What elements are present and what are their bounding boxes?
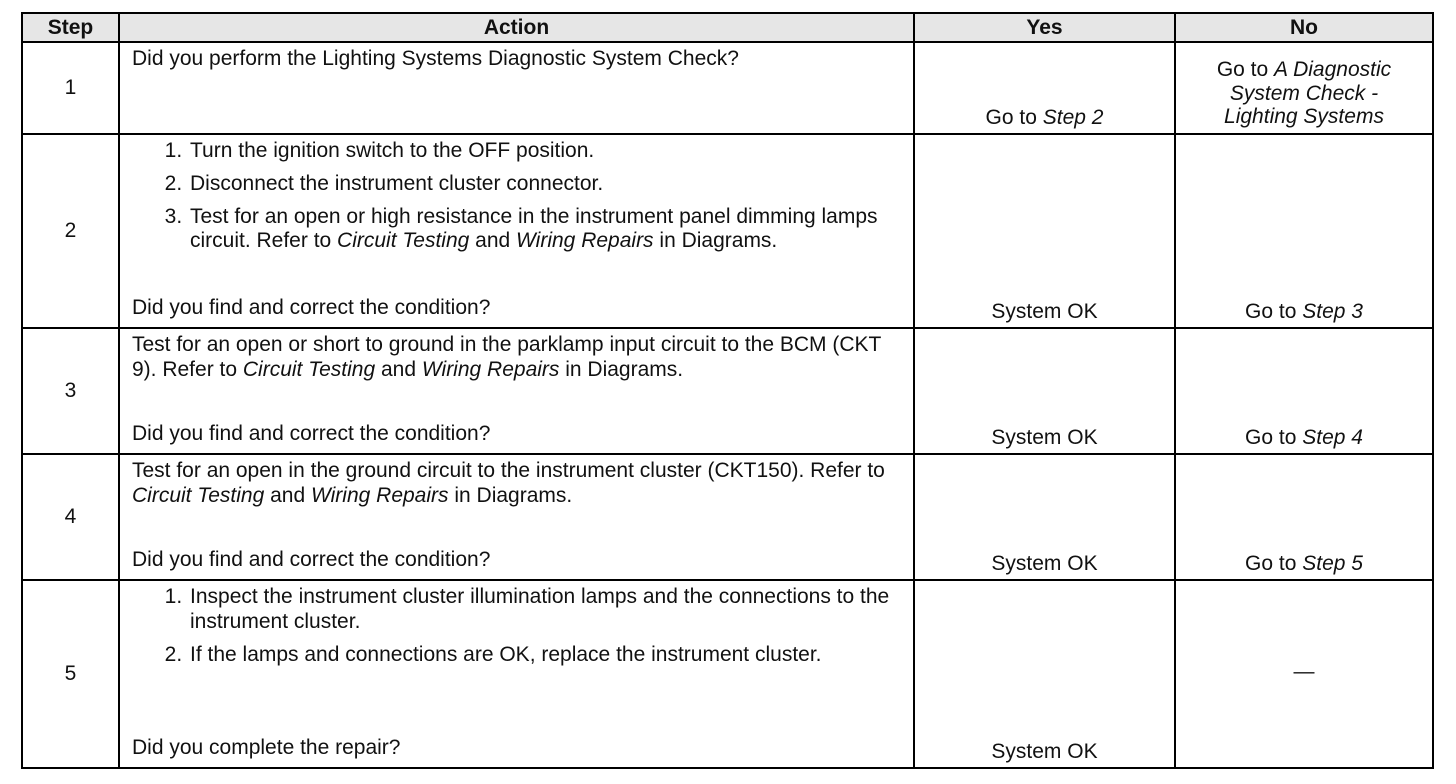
- action-question: Did you find and correct the condition?: [132, 296, 491, 320]
- yes-cell: System OK: [914, 454, 1175, 580]
- table-row-step-4: [22, 454, 1433, 580]
- yes-cell: System OK: [914, 580, 1175, 768]
- table-row-step-3: [22, 328, 1433, 454]
- table-header: [22, 13, 1433, 42]
- no-cell: [1175, 42, 1433, 134]
- header-no: No: [1175, 13, 1433, 42]
- no-link: Step 3: [1302, 299, 1363, 323]
- circuit-testing-ref: Circuit Testing: [132, 483, 265, 507]
- action-question: Did you perform the Lighting Systems Diagnostic System Check?: [132, 47, 739, 70]
- table-row-step-5: [22, 580, 1433, 768]
- no-link: Step 4: [1302, 425, 1363, 449]
- header-row: [22, 13, 1433, 42]
- yes-link: Step 2: [1042, 105, 1104, 129]
- yes-cell: [914, 42, 1175, 134]
- circuit-testing-ref: Circuit Testing: [337, 229, 470, 253]
- table-row-step-2: [22, 134, 1433, 328]
- substep-item: 1. Inspect the instrument cluster illumination lamps and the connections to the instrument cluster.: [188, 585, 903, 635]
- substep-item: 1. Turn the ignition switch to the OFF position.: [188, 139, 903, 164]
- action-cell: [119, 134, 914, 328]
- no-line-3: [1176, 105, 1432, 129]
- step-number: 5: [22, 580, 119, 768]
- step-number: 2: [22, 134, 119, 328]
- yes-cell: System OK: [914, 134, 1175, 328]
- no-link: A Diagnostic: [1274, 58, 1392, 82]
- no-cell: [1175, 328, 1433, 454]
- header-yes: Yes: [914, 13, 1175, 42]
- substep-list: [132, 585, 903, 675]
- action-text: Test for an open in the ground circuit to the instrument cluster (CKT150). Refer to Circuit Testing and Wiring Repairs in Diagrams.: [132, 459, 885, 507]
- no-line-1: [1176, 58, 1432, 82]
- no-prefix: Go to: [1245, 299, 1303, 323]
- no-cell: [1175, 134, 1433, 328]
- action-question: Did you find and correct the condition?: [132, 548, 491, 572]
- header-action: Action: [119, 13, 914, 42]
- wiring-repairs-ref: Wiring Repairs: [421, 357, 560, 381]
- no-cell: —: [1175, 580, 1433, 768]
- substep-list: [132, 139, 903, 262]
- header-step: Step: [22, 13, 119, 42]
- no-link-cont: System Check -: [1229, 81, 1379, 105]
- step-number: 1: [22, 42, 119, 134]
- action-question: Did you complete the repair?: [132, 736, 401, 760]
- wiring-repairs-ref: Wiring Repairs: [516, 229, 654, 253]
- yes-prefix: Go to: [985, 105, 1043, 129]
- step-number: 4: [22, 454, 119, 580]
- no-link: Step 5: [1302, 551, 1363, 575]
- wiring-repairs-ref: Wiring Repairs: [311, 483, 449, 507]
- substep-item: 3. Test for an open or high resistance in the instrument panel dimming lamps circuit. Refer to Circuit Testing and Wiring Repairs in Diagrams.: [188, 205, 903, 255]
- table-row-step-1: [22, 42, 1433, 134]
- no-cell: [1175, 454, 1433, 580]
- no-link-cont: Lighting Systems: [1224, 105, 1384, 129]
- no-prefix: Go to: [1216, 58, 1275, 82]
- step-number: 3: [22, 328, 119, 454]
- substep-item: 2. If the lamps and connections are OK, replace the instrument cluster.: [188, 643, 903, 668]
- no-line-2: [1176, 82, 1432, 106]
- no-prefix: Go to: [1245, 425, 1303, 449]
- action-cell: [119, 580, 914, 768]
- action-cell: [119, 454, 914, 580]
- yes-cell: System OK: [914, 328, 1175, 454]
- action-question: Did you find and correct the condition?: [132, 422, 491, 446]
- substep-item: 2. Disconnect the instrument cluster connector.: [188, 172, 903, 197]
- circuit-testing-ref: Circuit Testing: [242, 357, 376, 381]
- action-cell: [119, 328, 914, 454]
- action-text: Test for an open or short to ground in the parklamp input circuit to the BCM (CKT 9). Refer to Circuit Testing and Wiring Repairs in Diagrams.: [132, 333, 881, 381]
- action-cell: [119, 42, 914, 134]
- no-prefix: Go to: [1245, 551, 1303, 575]
- diagnostic-table: [21, 12, 1434, 769]
